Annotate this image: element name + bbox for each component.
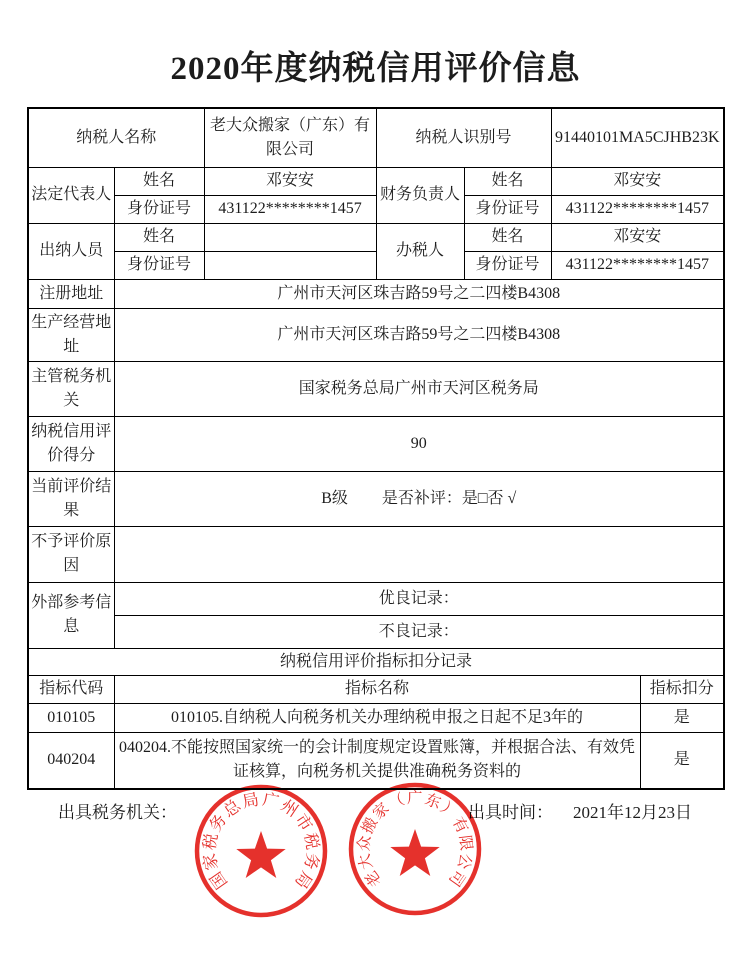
deduction-name: 010105.自纳税人向税务机关办理纳税申报之日起不足3年的: [114, 703, 640, 732]
current-result-label: 当前评价结果: [28, 471, 114, 526]
table-row: [28, 361, 724, 416]
registered-address-label: 注册地址: [28, 279, 114, 308]
deduction-flag: 是: [640, 703, 724, 732]
table-row: [28, 526, 724, 582]
cashier-id-value: [204, 251, 376, 279]
current-result-cell: [114, 471, 724, 526]
no-eval-reason-value: [114, 526, 724, 582]
id-label: 身份证号: [114, 195, 204, 223]
deduction-code: 010105: [28, 703, 114, 732]
table-row: [28, 223, 724, 251]
id-label: 身份证号: [114, 251, 204, 279]
tax-authority-value: 国家税务总局广州市天河区税务局: [114, 361, 724, 416]
tax-officer-label: 办税人: [376, 223, 464, 279]
taxpayer-name-value: 老大众搬家（广东）有限公司: [204, 108, 376, 167]
business-address-label: 生产经营地址: [28, 308, 114, 361]
tax-bureau-seal: [191, 781, 331, 921]
cashier-label: 出纳人员: [28, 223, 114, 279]
table-row: [28, 615, 724, 648]
deduction-name: 040204.不能按照国家统一的会计制度规定设置账簿，并根据合法、有效凭证核算，向税务机关提供准确税务资料的: [114, 732, 640, 789]
legal-rep-name-value: 邓安安: [204, 167, 376, 195]
table-row: [28, 416, 724, 471]
deduction-header-deduction: 指标扣分: [640, 675, 724, 703]
cashier-name-value: [204, 223, 376, 251]
seal-arc-text: 国家税务总局广州市税务局: [199, 789, 323, 893]
external-ref-label: 外部参考信息: [28, 582, 114, 648]
deduction-code: 040204: [28, 732, 114, 789]
registered-address-value: 广州市天河区珠吉路59号之二四楼B4308: [114, 279, 724, 308]
table-row: [28, 582, 724, 615]
tax-officer-name-value: 邓安安: [551, 223, 724, 251]
tax-authority-label: 主管税务机关: [28, 361, 114, 416]
issue-date: 2021年12月23日: [573, 803, 692, 822]
deduction-flag: 是: [640, 732, 724, 789]
taxpayer-name-label: 纳税人名称: [28, 108, 204, 167]
tax-officer-id-value: 431122********1457: [551, 251, 724, 279]
table-row: [28, 108, 724, 167]
finance-head-id-value: 431122********1457: [551, 195, 724, 223]
issuing-authority-label: 出具税务机关：: [58, 803, 177, 822]
bad-record-label: 不良记录：: [114, 615, 724, 648]
legal-rep-label: 法定代表人: [28, 167, 114, 223]
taxpayer-id-label: 纳税人识别号: [376, 108, 551, 167]
table-row: [28, 167, 724, 195]
good-record-label: 优良记录：: [114, 582, 724, 615]
credit-score-label: 纳税信用评价得分: [28, 416, 114, 471]
finance-head-label: 财务负责人: [376, 167, 464, 223]
table-row: [28, 703, 724, 732]
star-icon: [390, 829, 439, 876]
no-eval-reason-label: 不予评价原因: [28, 526, 114, 582]
seal-arc-text: 老大众搬家（广东）有限公司: [355, 789, 475, 890]
id-label: 身份证号: [464, 251, 551, 279]
company-seal: [345, 779, 485, 919]
issue-time-group: [468, 798, 692, 823]
finance-head-name-value: 邓安安: [551, 167, 724, 195]
table-row: [28, 648, 724, 675]
deduction-header-name: 指标名称: [114, 675, 640, 703]
deduction-section-title: 纳税信用评价指标扣分记录: [28, 648, 724, 675]
legal-rep-id-value: 431122********1457: [204, 195, 376, 223]
business-address-value: 广州市天河区珠吉路59号之二四楼B4308: [114, 308, 724, 361]
name-label: 姓名: [464, 223, 551, 251]
star-icon: [236, 831, 285, 878]
tax-credit-info-table: [27, 107, 725, 790]
table-row: [28, 279, 724, 308]
name-label: 姓名: [464, 167, 551, 195]
name-label: 姓名: [114, 223, 204, 251]
name-label: 姓名: [114, 167, 204, 195]
deduction-header-code: 指标代码: [28, 675, 114, 703]
page-title: 2020年度纳税信用评价信息: [170, 51, 581, 87]
table-row: [28, 675, 724, 703]
table-row: [28, 308, 724, 361]
result-grade: B级: [321, 489, 348, 507]
taxpayer-id-value: 91440101MA5CJHB23K: [551, 108, 724, 167]
issue-time-label: 出具时间：: [468, 803, 553, 822]
table-row: [28, 471, 724, 526]
supplement-eval-text: 是否补评：是□否 √: [381, 489, 517, 507]
credit-score-value: 90: [114, 416, 724, 471]
id-label: 身份证号: [464, 195, 551, 223]
